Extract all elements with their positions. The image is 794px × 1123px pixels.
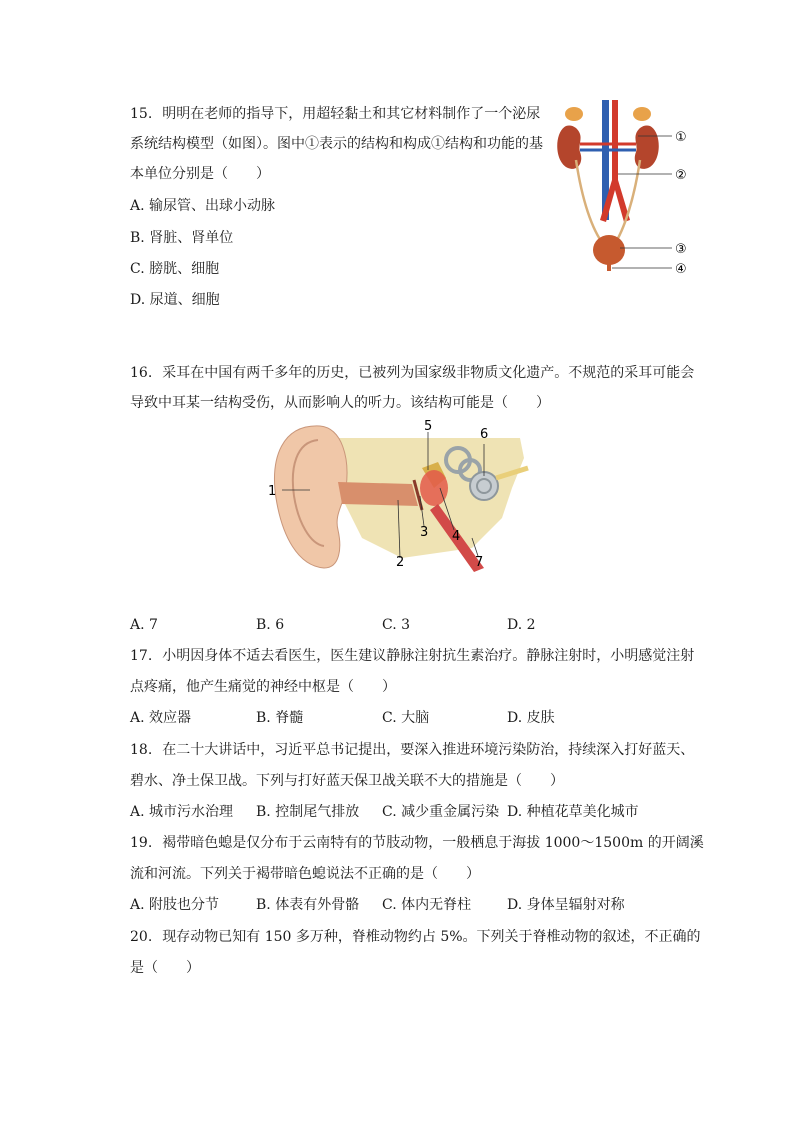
q20-number: 20.	[130, 929, 153, 945]
q20-stem-line2: 是（ ）	[130, 960, 200, 976]
left-ureter	[576, 160, 604, 245]
q15-option-c[interactable]: C. 膀胱、细胞	[130, 261, 220, 277]
ear-label-4: 4	[452, 529, 461, 544]
q15-stem-line3: 本单位分别是（ ）	[130, 166, 270, 182]
q18-option-a[interactable]: A. 城市污水治理	[130, 804, 234, 820]
ear-label-2: 2	[396, 555, 405, 570]
q17-stem-line2: 点疼痛，他产生痛觉的神经中枢是（ ）	[130, 679, 396, 695]
q15-number: 15.	[130, 106, 153, 122]
q15-stem-line1: 15. 明明在老师的指导下，用超轻黏土和其它材料制作了一个泌尿	[130, 106, 541, 122]
q19-stem-line1: 19. 褐带暗色螅是仅分布于云南特有的节肢动物，一般栖息于海拔 1000～1500m 的开阔溪	[130, 835, 704, 851]
q18-stem-line2: 碧水、净土保卫战。下列与打好蓝天保卫战关联不大的措施是（ ）	[130, 773, 564, 789]
marker-2: ②	[675, 168, 687, 183]
right-adrenal-gland	[633, 107, 651, 121]
q20-stem-line1: 20. 现存动物已知有 150 多万种，脊椎动物约占 5%。下列关于脊椎动物的叙述，不正确的	[130, 929, 701, 945]
q16-stem-line1: 16. 采耳在中国有两千多年的历史，已被列为国家级非物质文化遗产。不规范的采耳可能会	[130, 365, 695, 381]
pinna	[275, 426, 347, 568]
ear-label-3: 3	[420, 525, 429, 540]
left-kidney	[557, 125, 581, 168]
q19-option-a[interactable]: A. 附肢也分节	[130, 897, 220, 913]
q17-option-d[interactable]: D. 皮肤	[507, 710, 555, 726]
q19-stem-line2: 流和河流。下列关于褐带暗色螅说法不正确的是（ ）	[130, 866, 480, 882]
q15-stem-line2: 系统结构模型（如图）。图中①表示的结构和构成①结构和功能的基	[130, 136, 543, 152]
bladder	[593, 235, 625, 265]
q16-number: 16.	[130, 365, 153, 381]
q19-number: 19.	[130, 835, 153, 851]
ear-label-6: 6	[480, 427, 489, 442]
ear-structure-figure	[262, 418, 532, 576]
marker-3: ③	[675, 242, 687, 257]
ear-label-7: 7	[475, 555, 484, 570]
q18-option-d[interactable]: D. 种植花草美化城市	[507, 804, 639, 820]
q17-option-a[interactable]: A. 效应器	[130, 710, 192, 726]
q18-number: 18.	[130, 742, 153, 758]
q16-option-d[interactable]: D. 2	[507, 617, 536, 633]
right-kidney	[635, 125, 659, 168]
q15-option-d[interactable]: D. 尿道、细胞	[130, 292, 220, 308]
q16-option-b[interactable]: B. 6	[256, 617, 285, 633]
q18-option-c[interactable]: C. 减少重金属污染	[382, 804, 500, 820]
q17-option-b[interactable]: B. 脊髓	[256, 710, 304, 726]
q18-option-b[interactable]: B. 控制尾气排放	[256, 804, 360, 820]
q15-option-b[interactable]: B. 肾脏、肾单位	[130, 230, 234, 246]
q16-stem-line2: 导致中耳某一结构受伤，从而影响人的听力。该结构可能是（ ）	[130, 395, 550, 411]
cochlea	[470, 472, 498, 500]
urinary-system-figure	[552, 100, 702, 280]
q17-number: 17.	[130, 648, 153, 664]
urethra	[607, 263, 611, 271]
ear-label-5: 5	[424, 419, 433, 434]
ear-label-1: 1	[268, 484, 277, 499]
q19-option-d[interactable]: D. 身体呈辐射对称	[507, 897, 625, 913]
q19-option-c[interactable]: C. 体内无脊柱	[382, 897, 472, 913]
q16-option-c[interactable]: C. 3	[382, 617, 411, 633]
q17-option-c[interactable]: C. 大脑	[382, 710, 430, 726]
q18-stem-line1: 18. 在二十大讲话中，习近平总书记提出，要深入推进环境污染防治，持续深入打好蓝天、	[130, 742, 695, 758]
marker-4: ④	[675, 262, 687, 277]
left-adrenal-gland	[565, 107, 583, 121]
q17-stem-line1: 17. 小明因身体不适去看医生，医生建议静脉注射抗生素治疗。静脉注射时，小明感觉注射	[130, 648, 695, 664]
q15-option-a[interactable]: A. 输尿管、出球小动脉	[130, 198, 276, 214]
q19-option-b[interactable]: B. 体表有外骨骼	[256, 897, 360, 913]
ear-canal	[338, 482, 418, 506]
q16-option-a[interactable]: A. 7	[130, 617, 158, 633]
marker-1: ①	[675, 130, 687, 145]
